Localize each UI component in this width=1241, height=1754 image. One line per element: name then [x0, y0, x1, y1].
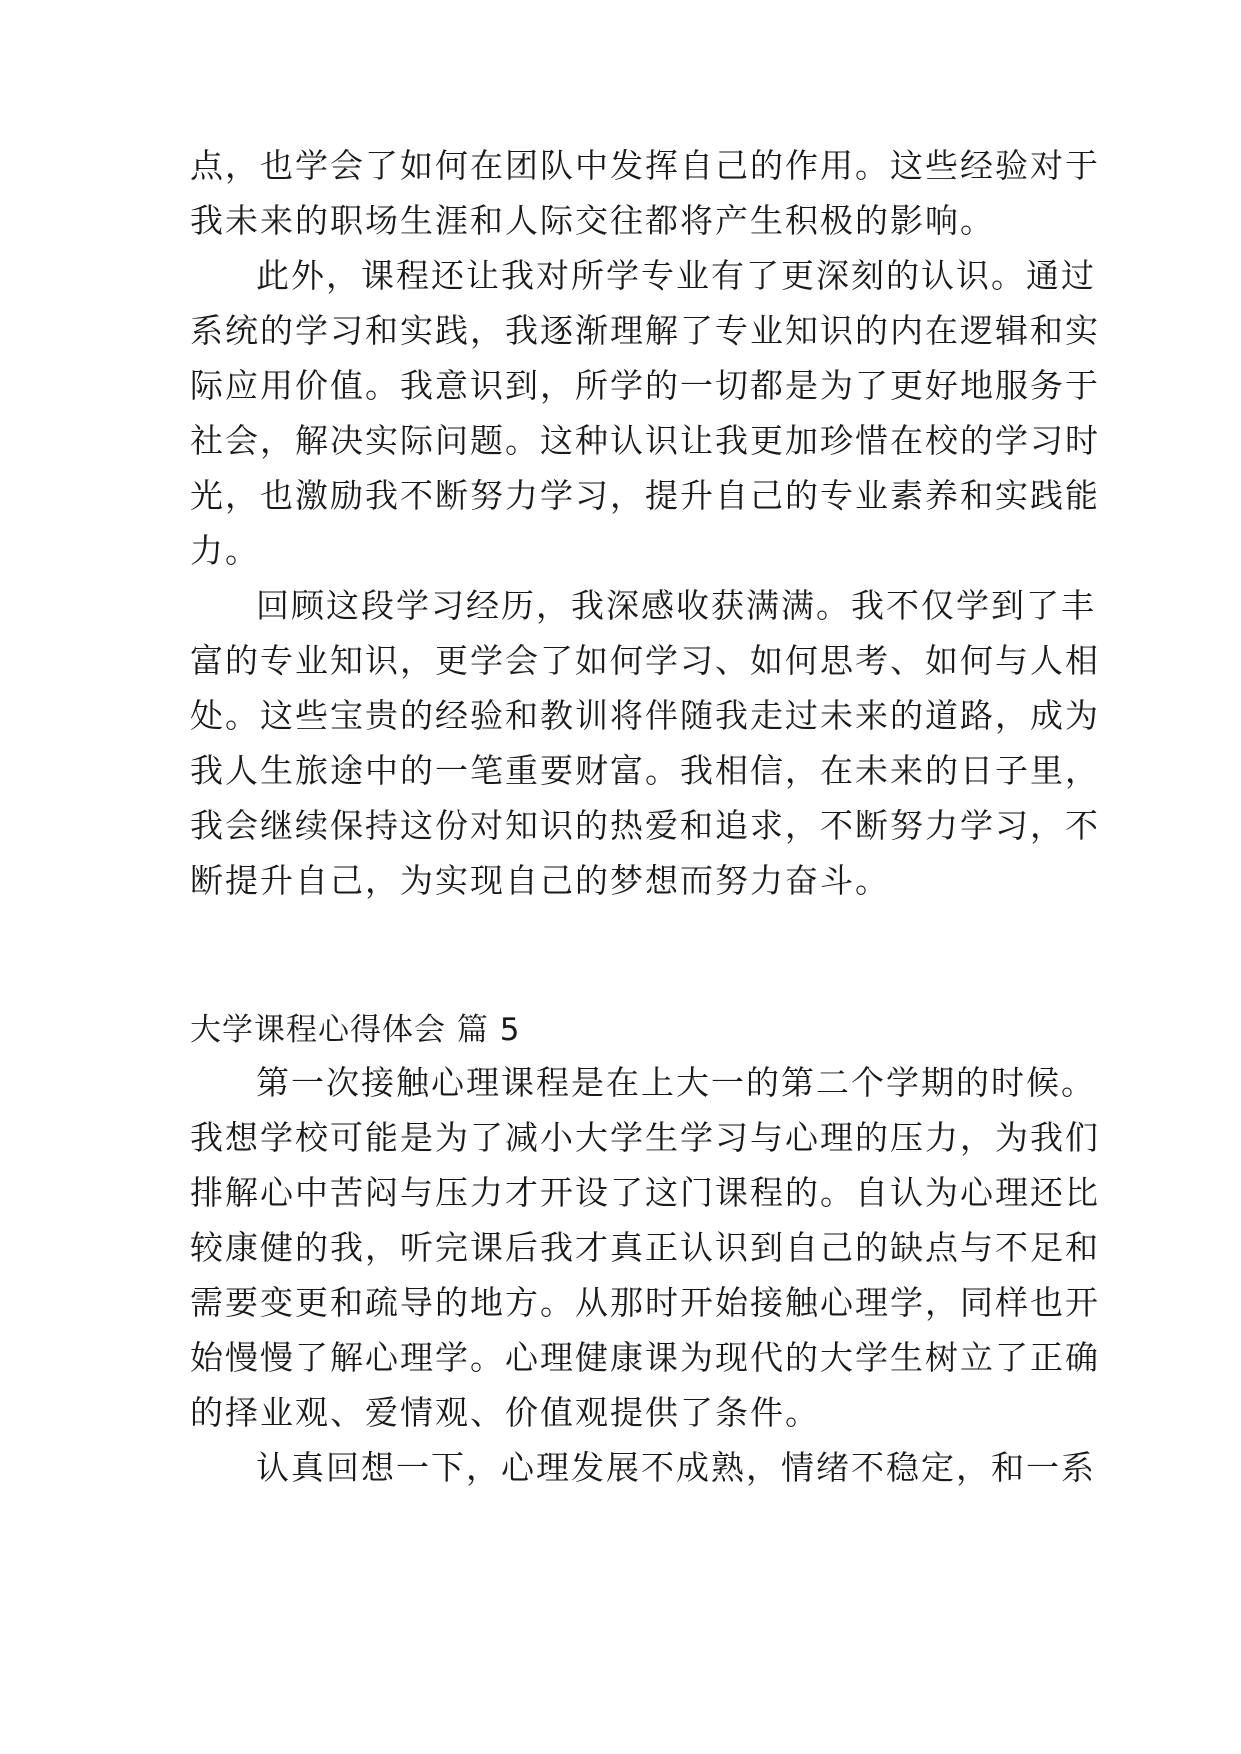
paragraph-4-line-7: 的择业观、爱情观、价值观提供了条件。: [190, 1393, 820, 1432]
paragraph-1-line-2: 我未来的职场生涯和人际交往都将产生积极的影响。: [190, 201, 995, 240]
paragraph-2-line-4: 社会，解决实际问题。这种认识让我更加珍惜在校的学习时: [190, 421, 1100, 460]
section-heading: 大学课程心得体会 篇 5: [190, 1012, 521, 1048]
paragraph-1-line-1: 点，也学会了如何在团队中发挥自己的作用。这些经验对于: [190, 146, 1100, 185]
paragraph-4-line-6: 始慢慢了解心理学。心理健康课为现代的大学生树立了正确: [190, 1338, 1100, 1377]
paragraph-4-line-3: 排解心中苦闷与压力才开设了这门课程的。自认为心理还比: [190, 1173, 1100, 1212]
paragraph-3-line-3: 处。这些宝贵的经验和教训将伴随我走过未来的道路，成为: [190, 696, 1100, 735]
paragraph-3-line-2: 富的专业知识，更学会了如何学习、如何思考、如何与人相: [190, 641, 1100, 680]
paragraph-5-line-1: 认真回想一下，心理发展不成熟，情绪不稳定，和一系: [256, 1448, 1096, 1487]
paragraph-3-line-6: 断提升自己，为实现自己的梦想而努力奋斗。: [190, 861, 890, 900]
paragraph-2-line-1: 此外，课程还让我对所学专业有了更深刻的认识。通过: [256, 256, 1096, 295]
paragraph-4-line-5: 需要变更和疏导的地方。从那时开始接触心理学，同样也开: [190, 1283, 1100, 1322]
paragraph-2-line-5: 光，也激励我不断努力学习，提升自己的专业素养和实践能: [190, 476, 1100, 515]
paragraph-4-line-4: 较康健的我，听完课后我才真正认识到自己的缺点与不足和: [190, 1228, 1100, 1267]
paragraph-2-line-6: 力。: [190, 531, 260, 570]
paragraph-3-line-1: 回顾这段学习经历，我深感收获满满。我不仅学到了丰: [256, 586, 1096, 625]
paragraph-4-line-1: 第一次接触心理课程是在上大一的第二个学期的时候。: [256, 1063, 1096, 1102]
paragraph-3-line-5: 我会继续保持这份对知识的热爱和追求，不断努力学习，不: [190, 806, 1100, 845]
paragraph-3-line-4: 我人生旅途中的一笔重要财富。我相信，在未来的日子里，: [190, 751, 1100, 790]
paragraph-4-line-2: 我想学校可能是为了减小大学生学习与心理的压力，为我们: [190, 1118, 1100, 1157]
paragraph-2-line-3: 际应用价值。我意识到，所学的一切都是为了更好地服务于: [190, 366, 1100, 405]
paragraph-2-line-2: 系统的学习和实践，我逐渐理解了专业知识的内在逻辑和实: [190, 311, 1100, 350]
